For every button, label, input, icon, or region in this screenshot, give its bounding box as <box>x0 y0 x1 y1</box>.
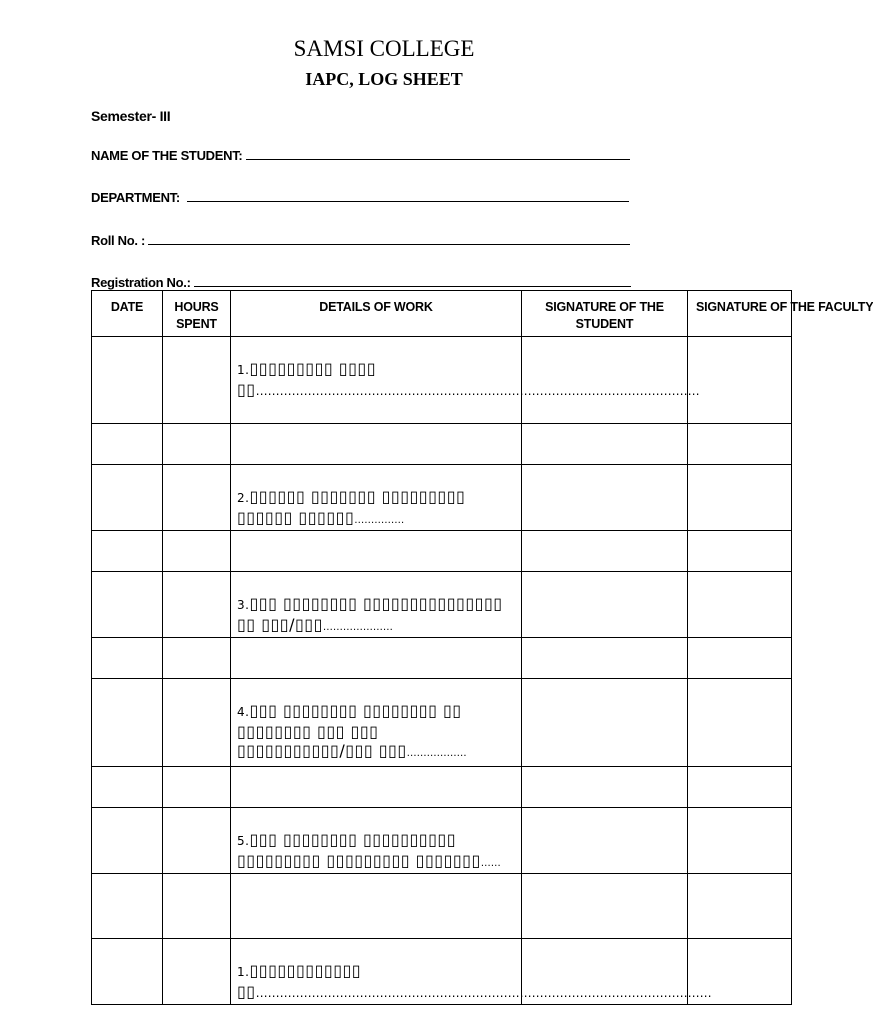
date-cell[interactable] <box>92 874 163 939</box>
table-row <box>92 531 792 572</box>
student-signature-cell[interactable] <box>522 337 688 424</box>
hours-cell[interactable] <box>163 939 231 1005</box>
student-signature-cell[interactable] <box>522 638 688 679</box>
item-number: 3. <box>237 598 250 612</box>
details-cell <box>231 572 522 638</box>
details-dots: ……………… <box>406 748 467 759</box>
student-signature-cell[interactable] <box>522 874 688 939</box>
faculty-signature-cell[interactable] <box>688 679 792 767</box>
item-number: 4. <box>237 705 250 719</box>
header-faculty-signature: SIGNATURE OF THE FACULTY <box>688 291 792 337</box>
department-label: DEPARTMENT: <box>91 190 180 205</box>
registration-label: Registration No.: <box>91 275 191 290</box>
student-signature-cell[interactable] <box>522 572 688 638</box>
details-cell <box>231 337 700 424</box>
hours-cell[interactable] <box>163 531 231 572</box>
table-row <box>92 465 792 531</box>
faculty-signature-cell[interactable] <box>688 767 792 808</box>
details-dots: …………… <box>354 515 405 526</box>
student-signature-cell[interactable] <box>522 424 688 465</box>
hours-cell[interactable] <box>163 572 231 638</box>
details-text: ▯▯▯ ▯▯▯▯▯▯▯▯ ▯▯▯▯▯▯▯▯▯▯ <box>249 830 457 849</box>
details-text: ▯▯▯▯▯▯ ▯▯▯▯▯▯ <box>237 508 355 527</box>
sheet-title: IAPC, LOG SHEET <box>305 69 463 89</box>
details-text: ▯▯▯▯▯▯▯▯ ▯▯▯ ▯▯▯ <box>237 722 379 741</box>
details-dots: ………………………………………………………………………………………………… <box>255 384 700 398</box>
date-cell[interactable] <box>92 465 163 531</box>
header-date: DATE <box>92 291 163 337</box>
faculty-signature-cell[interactable] <box>688 874 792 939</box>
hours-cell[interactable] <box>163 465 231 531</box>
faculty-signature-cell[interactable] <box>688 337 792 424</box>
hours-cell[interactable] <box>163 638 231 679</box>
table-header-row <box>92 291 792 337</box>
details-text: ▯▯▯ ▯▯▯▯▯▯▯▯ ▯▯▯▯▯▯▯▯▯▯▯▯▯▯▯ <box>249 594 503 613</box>
date-cell[interactable] <box>92 638 163 679</box>
item-number: 1. <box>237 965 250 979</box>
item-number: 1. <box>237 363 250 377</box>
table-row <box>92 808 792 874</box>
college-name: SAMSI COLLEGE <box>293 36 475 61</box>
details-text: ▯▯▯▯▯▯▯▯▯▯▯▯ <box>249 961 362 980</box>
date-cell[interactable] <box>92 679 163 767</box>
hours-cell[interactable] <box>163 337 231 424</box>
student-signature-cell[interactable] <box>522 767 688 808</box>
details-cell <box>231 808 522 874</box>
details-cell <box>231 465 522 531</box>
details-cell[interactable] <box>231 531 522 572</box>
faculty-signature-cell[interactable] <box>688 638 792 679</box>
details-cell <box>231 939 712 1005</box>
header-details: DETAILS OF WORK <box>231 291 522 337</box>
student-signature-cell[interactable] <box>522 808 688 874</box>
date-cell[interactable] <box>92 337 163 424</box>
details-text: ▯▯▯▯▯▯▯▯▯ ▯▯▯▯▯▯▯▯▯ ▯▯▯▯▯▯▯ <box>237 851 481 870</box>
table-row <box>92 939 792 1005</box>
table-row <box>92 572 792 638</box>
faculty-signature-cell[interactable] <box>688 572 792 638</box>
hours-cell[interactable] <box>163 767 231 808</box>
table-row <box>92 679 792 767</box>
header-hours: HOURS SPENT <box>163 291 231 337</box>
hours-cell[interactable] <box>163 679 231 767</box>
hours-cell[interactable] <box>163 874 231 939</box>
details-cell[interactable] <box>231 874 522 939</box>
details-cell[interactable] <box>231 638 522 679</box>
roll-no-label: Roll No. : <box>91 233 146 248</box>
student-signature-cell[interactable] <box>522 465 688 531</box>
date-cell[interactable] <box>92 572 163 638</box>
table-row <box>92 874 792 939</box>
details-text: ▯▯ <box>237 982 256 1001</box>
student-signature-cell[interactable] <box>522 531 688 572</box>
table-row <box>92 337 792 424</box>
details-dots: …… <box>480 858 501 869</box>
item-number: 5. <box>237 834 250 848</box>
date-cell[interactable] <box>92 424 163 465</box>
item-number: 2. <box>237 491 250 505</box>
table-row <box>92 767 792 808</box>
hours-cell[interactable] <box>163 808 231 874</box>
date-cell[interactable] <box>92 808 163 874</box>
details-cell[interactable] <box>231 424 522 465</box>
details-text: ▯▯▯ ▯▯▯▯▯▯▯▯ ▯▯▯▯▯▯▯▯ ▯▯ <box>249 701 462 720</box>
details-text: ▯▯▯▯▯▯▯▯▯▯▯/▯▯▯ ▯▯▯ <box>237 741 407 760</box>
faculty-signature-cell[interactable] <box>688 424 792 465</box>
details-dots: ………………… <box>322 622 393 633</box>
semester-label: Semester- III <box>91 108 171 124</box>
details-cell <box>231 679 522 767</box>
details-text: ▯▯▯▯▯▯ ▯▯▯▯▯▯▯ ▯▯▯▯▯▯▯▯▯ <box>249 487 466 506</box>
hours-cell[interactable] <box>163 424 231 465</box>
details-text: ▯▯▯▯▯▯▯▯▯ ▯▯▯▯ <box>249 359 376 378</box>
table-row <box>92 638 792 679</box>
date-cell[interactable] <box>92 939 163 1005</box>
details-dots: …………………………………………………………………………………………………… <box>255 986 712 1000</box>
date-cell[interactable] <box>92 767 163 808</box>
faculty-signature-cell[interactable] <box>688 465 792 531</box>
table-row <box>92 424 792 465</box>
student-name-label: NAME OF THE STUDENT: <box>91 148 243 163</box>
faculty-signature-cell[interactable] <box>688 808 792 874</box>
date-cell[interactable] <box>92 531 163 572</box>
header-student-signature: SIGNATURE OF THE STUDENT <box>522 291 688 337</box>
details-text: ▯▯ <box>237 380 256 399</box>
log-table <box>91 290 873 1005</box>
details-text: ▯▯ ▯▯▯/▯▯▯ <box>237 615 323 634</box>
student-signature-cell[interactable] <box>522 679 688 767</box>
faculty-signature-cell[interactable] <box>688 531 792 572</box>
details-cell[interactable] <box>231 767 522 808</box>
